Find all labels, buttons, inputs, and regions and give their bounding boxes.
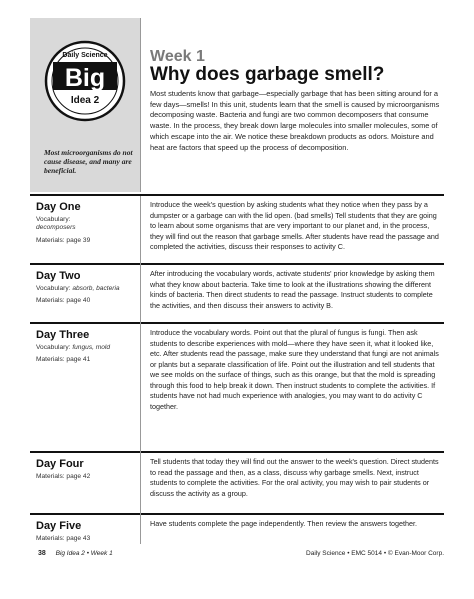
day-one-row [30,194,444,264]
page-title: Why does garbage smell? [150,64,385,85]
badge-idea-text: Idea 2 [70,95,100,106]
week-label: Week 1 [150,48,205,65]
vocab-words: decomposers [36,224,76,232]
footer-publisher: Daily Science • EMC 5014 • © Evan-Moor Corp. [306,550,444,557]
day-title: Day Four [36,458,84,470]
day-instructions: Introduce the vocabulary words. Point out that the plural of fungus is fungi. Then ask students to describe experiences with mold—where they have seen it, what it looked like, etc. After students read the passage, make sure they understand that fungi are not animals or plants but a separate classification of life. Point out the illustration and tell students that we see molds on the surface of things, such as this orange, but that the mold is spreading through this food to help break it down. Then instruct students to complete the activities. If students have not had much experience with analogies, you may want to do activity C together. [150,328,439,411]
column-divider-days [140,196,141,544]
materials: Materials: page 43 [36,535,91,542]
vocab-words: absorb, bacteria [72,285,120,292]
day-instructions: After introducing the vocabulary words, activate students' prior knowledge by asking them what they know about bacteria. Take time to look at the illustrations showing the different kinds of bacteria. Then direct students to read the passage. Instruct students to complete the activities, and then discuss their answers to activity B. [150,269,435,310]
day-title: Day One [36,201,81,213]
badge-big-text: Big [64,64,106,92]
day-title: Day Three [36,329,90,341]
day-two-row [30,263,444,323]
big-idea-badge-icon [44,40,126,122]
materials: Materials: page 39 [36,236,91,244]
footer-section: Big Idea 2 • Week 1 [55,550,113,557]
day-title: Day Two [36,270,81,282]
day-three-row [30,322,444,452]
vocab-words: fungus, mold [72,344,111,351]
vocab-label: Vocabulary: [36,285,71,292]
vocab-label: Vocabulary: [36,344,71,351]
day-instructions: Have students complete the page independently. Then review the answers together. [150,519,418,528]
materials: Materials: page 42 [36,473,91,480]
day-five-row [30,513,444,545]
materials: Materials: page 40 [36,297,91,305]
day-instructions: Introduce the week's question by asking students what they notice when they pass by a dumpster or a garbage can with the lid open. (bad smells) Tell students that they are going to learn about some organisms that are very important to our planet and, in the process, they will find out the reason that garbage smells. After students have read the passage and completed the activities, discuss their responses to activity C. [150,200,439,251]
page-number: 38 [38,550,46,557]
column-divider-top [140,18,141,192]
day-title: Day Five [36,520,82,532]
materials: Materials: page 41 [36,356,91,364]
intro-paragraph: Most students know that garbage—especially garbage that has been sitting around for a few days—smells! In this unit, students learn that the smell is caused by microorganisms decomposing waste. Bacteria and fungi are two common decomposers that consume waste. In the process, they break down large molecules into smaller molecules, some of which escape into the air. We notice these breakdown products as odors. Moisture and heat are factors that speed up the process of decomposition. [150,89,440,152]
big-idea-note: Most microorganisms do not cause disease, and many are beneficial. [44,148,133,175]
day-four-row [30,451,444,514]
badge-top-text: Daily Science [62,52,108,59]
vocab-label: Vocabulary: [36,216,71,223]
day-instructions: Tell students that today they will find out the answer to the week's question. Direct students to read the passage and then, as a class, discuss why garbage smells. Next, instruct students to complete the activities. For the oral activity, you may wish to pair students or discuss the activity as a group. [150,457,439,498]
footer-left [38,550,113,557]
